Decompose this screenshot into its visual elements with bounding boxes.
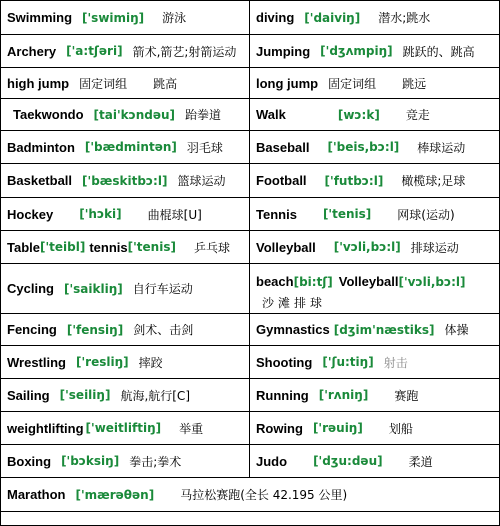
table-cell (1, 99, 250, 131)
chinese-meaning: 摔跤 (138, 355, 163, 370)
table-cell (250, 164, 499, 198)
table-cell (250, 314, 499, 346)
english-word: Judo (256, 453, 288, 469)
english-word: Gymnastics (256, 322, 330, 337)
english-word: Cycling (7, 281, 54, 296)
chinese-meaning: 排球运动 (410, 240, 459, 255)
phonetic: ['resliŋ] (76, 355, 129, 369)
chinese-meaning: 竞走 (405, 108, 430, 122)
chinese-meaning: 游泳 (162, 11, 187, 25)
english-word: Marathon (7, 487, 66, 502)
table-cell (1, 231, 250, 264)
phonetic: [dʒim'næstiks] (333, 322, 435, 337)
english-word: Volleyball (256, 239, 316, 255)
phonetic: [bi:tʃ] (293, 275, 333, 289)
table-cell (1, 164, 250, 198)
english-word: Jumping (256, 43, 311, 59)
phonetic: ['swimiŋ] (82, 10, 145, 25)
table-cell (250, 264, 499, 314)
english-word: Taekwondo (13, 107, 84, 122)
chinese-meaning: 沙滩排球 (262, 295, 327, 310)
chinese-meaning: 箭术,箭艺;射箭运动 (132, 44, 237, 59)
phonetic: ['seiliŋ] (59, 388, 111, 402)
chinese-meaning: 跳远 (402, 76, 427, 91)
table-cell (250, 35, 499, 68)
english-word: Archery (7, 43, 57, 59)
table-cell (250, 412, 499, 445)
table-cell (1, 131, 250, 164)
phonetic: ['daiviŋ] (304, 10, 361, 25)
english-word: Fencing (7, 322, 57, 337)
phonetic: ['a:tʃəri] (66, 44, 123, 58)
table-cell (250, 1, 499, 35)
chinese-meaning: 乒乓球 (193, 240, 230, 255)
table-cell (250, 231, 499, 264)
chinese-meaning: 网球(运动) (397, 207, 455, 222)
chinese-meaning: 航海,航行[C] (120, 388, 190, 403)
table-cell (250, 379, 499, 412)
chinese-meaning: 马拉松赛跑(全长 42.195 公里) (180, 488, 348, 502)
phonetic: ['rʌniŋ] (318, 388, 369, 402)
english-word: Badminton (7, 139, 75, 155)
phonetic: ['bæskitbɔ:l] (82, 173, 168, 188)
table-cell (1, 1, 250, 35)
english-word: Hockey (7, 206, 54, 222)
chinese-meaning: 跳跃的、跳高 (402, 44, 475, 59)
table-cell (250, 198, 499, 231)
english-word: long jump (256, 75, 319, 91)
phonetic: ['dʒu:dəu] (313, 454, 383, 468)
phonetic: [tai'kɔndəu] (93, 107, 176, 122)
chinese-meaning: 赛跑 (394, 388, 419, 403)
chinese-meaning: 体操 (444, 323, 469, 337)
phonetic: ['tenis] (322, 207, 372, 221)
phonetic: [wɔ:k] (337, 107, 380, 122)
english-word: Basketball (7, 173, 73, 188)
chinese-meaning: 柔道 (408, 454, 433, 469)
phonetic: ['beis,bɔ:l] (327, 140, 400, 154)
english-word: Sailing (7, 387, 50, 403)
english-word: Football (256, 173, 307, 188)
table-cell (1, 478, 499, 512)
english-word: high jump (7, 75, 70, 91)
chinese-meaning: 棒球运动 (417, 140, 466, 155)
phonetic: ['teibl] (40, 240, 86, 254)
phonetic: ['mærəθən] (75, 487, 155, 502)
english-word: Tennis (256, 206, 297, 222)
english-word: Volleyball (338, 274, 399, 289)
english-word: Rowing (256, 420, 303, 436)
phonetic: ['bɔksiŋ] (61, 454, 120, 468)
english-word: Boxing (7, 453, 52, 469)
phonetic: ['fensiŋ] (66, 322, 124, 337)
chinese-meaning: 跆拳道 (185, 108, 222, 122)
chinese-meaning: 划船 (388, 421, 413, 436)
english-word: Swimming (7, 10, 73, 25)
phonetic: ['rəuiŋ] (312, 421, 363, 435)
chinese-meaning: 自行车运动 (132, 282, 193, 296)
table-cell (1, 412, 250, 445)
chinese-meaning: 曲棍球[U] (147, 207, 202, 222)
english-word: beach (256, 274, 294, 289)
english-word: Walk (256, 107, 286, 122)
table-cell (250, 99, 499, 131)
phonetic: ['ʃu:tiŋ] (322, 355, 374, 369)
table-cell (1, 445, 250, 478)
phonetic: ['saikliŋ] (63, 281, 123, 296)
english-word: Shooting (256, 354, 313, 370)
chinese-meaning: 潜水;跳水 (378, 11, 431, 25)
phonetic: ['futbɔ:l] (324, 173, 384, 188)
table-cell (250, 68, 499, 99)
english-word: weightlifting (7, 420, 84, 436)
english-word: Table (7, 239, 40, 255)
english-word: Wrestling (7, 354, 66, 370)
chinese-meaning: 射击 (383, 355, 408, 370)
chinese-meaning: 拳击;拳术 (129, 454, 182, 469)
chinese-meaning: 橄榄球;足球 (401, 174, 466, 188)
chinese-meaning: 剑术、击剑 (133, 323, 194, 337)
chinese-meaning: 固定词组 (328, 76, 377, 91)
table-cell (250, 445, 499, 478)
phonetic: ['hɔki] (79, 207, 122, 221)
table-cell (1, 264, 250, 314)
table-cell (250, 346, 499, 379)
table-cell (1, 68, 250, 99)
chinese-meaning: 固定词组 (79, 76, 128, 91)
phonetic: ['weitliftiŋ] (85, 421, 162, 435)
phonetic: ['dʒʌmpiŋ] (320, 44, 393, 58)
table-cell (1, 379, 250, 412)
table-cell (1, 198, 250, 231)
english-word: Running (256, 387, 309, 403)
english-word: Baseball (256, 139, 310, 155)
table-cell (1, 35, 250, 68)
table-cell (250, 131, 499, 164)
chinese-meaning: 篮球运动 (177, 174, 226, 188)
english-word: tennis (89, 239, 128, 255)
phonetic: ['vɔli,bɔ:l] (333, 240, 401, 254)
chinese-meaning: 羽毛球 (186, 140, 223, 155)
english-word: diving (256, 10, 295, 25)
chinese-meaning: 举重 (179, 421, 204, 436)
chinese-meaning: 跳高 (153, 76, 178, 91)
table-cell (1, 346, 250, 379)
table-cell (1, 314, 250, 346)
phonetic: ['vɔli,bɔ:l] (398, 275, 466, 289)
phonetic: ['bædmintən] (84, 140, 177, 154)
phonetic: ['tenis] (127, 240, 176, 254)
